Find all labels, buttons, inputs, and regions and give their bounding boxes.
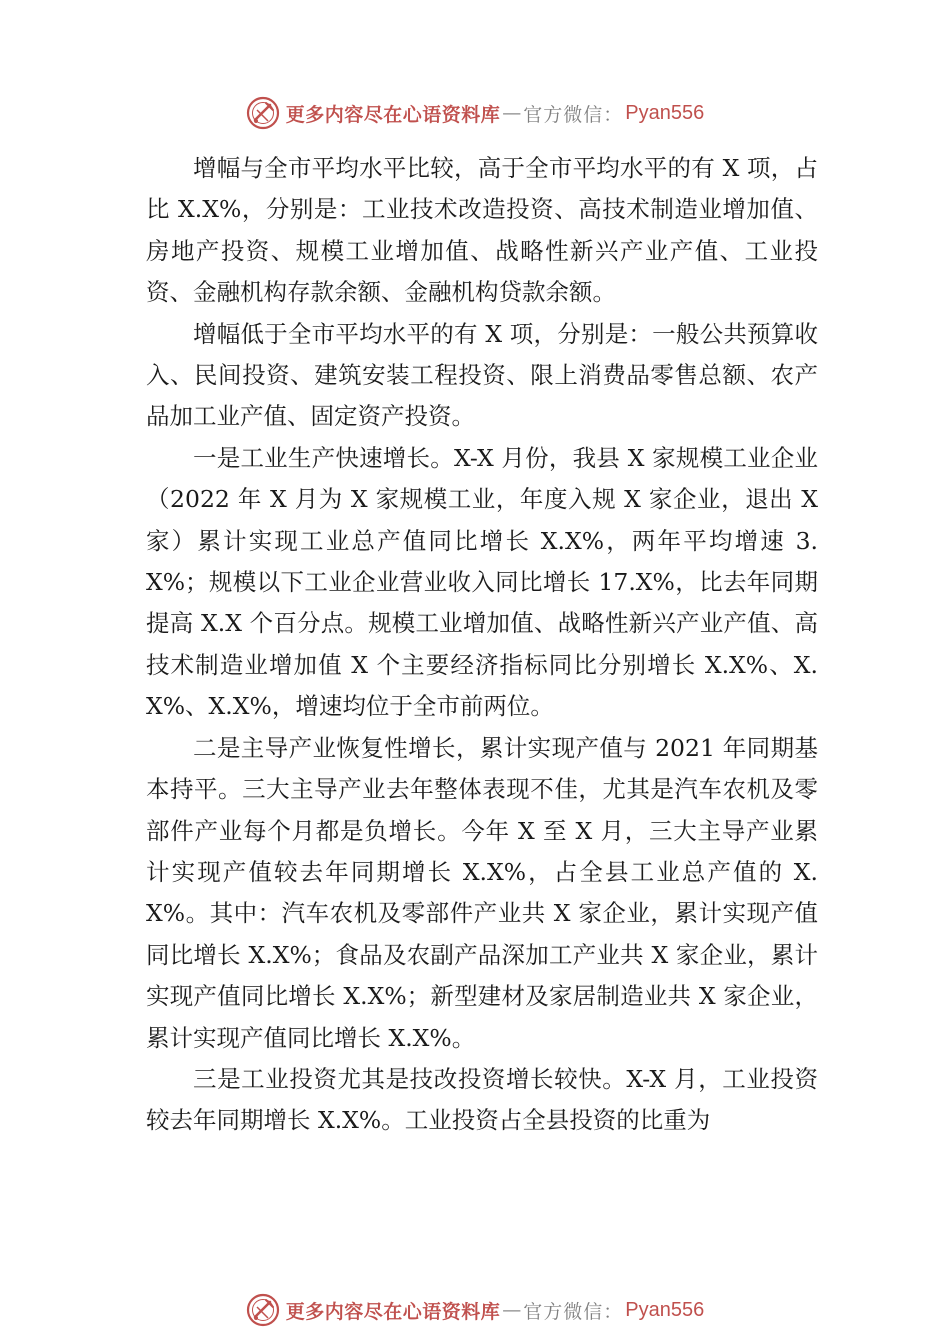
document-body bbox=[146, 148, 818, 1142]
paragraph-2: 增幅低于全市平均水平的有 X 项，分别是：一般公共预算收入、民间投资、建筑安装工程投资、限上消费品零售总额、农产品加工业产值、固定资产投资。 bbox=[146, 319, 818, 431]
paragraph-1: 增幅与全市平均水平比较，高于全市平均水平的有 X 项，占比 X.X%，分别是：工业技术改造投资、高技术制造业增加值、房地产投资、规模工业增加值、战略性新兴产业产值、工业投资、金融机构存款余额、金融机构贷款余额。 bbox=[146, 154, 818, 307]
footer-separator: — bbox=[502, 1299, 522, 1321]
paragraph-4: 二是主导产业恢复性增长，累计实现产值与 2021 年同期基本持平。三大主导产业去年整体表现不佳，尤其是汽车农机及零部件产业每个月都是负增长。今年 X 至 X 月，三大主导产业累计实现产值较去年同期增长 X.X%，占全县工业总产值的 X.X%。其中：汽车农机及零部件产业共 X 家企业，累计实现产值同比增长 X.X%；食品及农副产品深加工产业共 X 家企业，累计实现产值同比增长 X.X%；新型建材及家居制造业共 X 家企业，累计实现产值同比增长 X.X%。 bbox=[146, 733, 818, 1052]
header-official-label: 官方微信： bbox=[523, 103, 624, 126]
footer-wechat-id: Pyan556 bbox=[625, 1298, 705, 1321]
paragraph-5: 三是工业投资尤其是技改投资增长较快。X-X 月，工业投资较去年同期增长 X.X%。工业投资占全县投资的比重为 bbox=[146, 1064, 818, 1135]
header-wechat-id: Pyan556 bbox=[625, 101, 705, 124]
header-separator: — bbox=[502, 102, 522, 124]
paragraph-3: 一是工业生产快速增长。X-X 月份，我县 X 家规模工业企业（2022 年 X 月为 X 家规模工业，年度入规 X 家企业，退出 X 家）累计实现工业总产值同比增长 X.X%，两年平均增速 3.X%；规模以下工业企业营业收入同比增长 17.X%，比去年同期提高 X.X 个百分点。规模工业增加值、战略性新兴产业产值、高技术制造业增加值 X 个主要经济指标同比分别增长 X.X%、X.X%、X.X%，增速均位于全市前两位。 bbox=[146, 443, 818, 721]
seal-logo-icon bbox=[246, 1293, 280, 1327]
footer-official-label: 官方微信： bbox=[523, 1300, 624, 1323]
seal-logo-icon bbox=[246, 96, 280, 130]
header-banner bbox=[0, 93, 950, 133]
footer-banner bbox=[0, 1290, 950, 1330]
footer-site-text: 更多内容尽在心语资料库 bbox=[285, 1300, 501, 1323]
header-site-text: 更多内容尽在心语资料库 bbox=[285, 103, 501, 126]
